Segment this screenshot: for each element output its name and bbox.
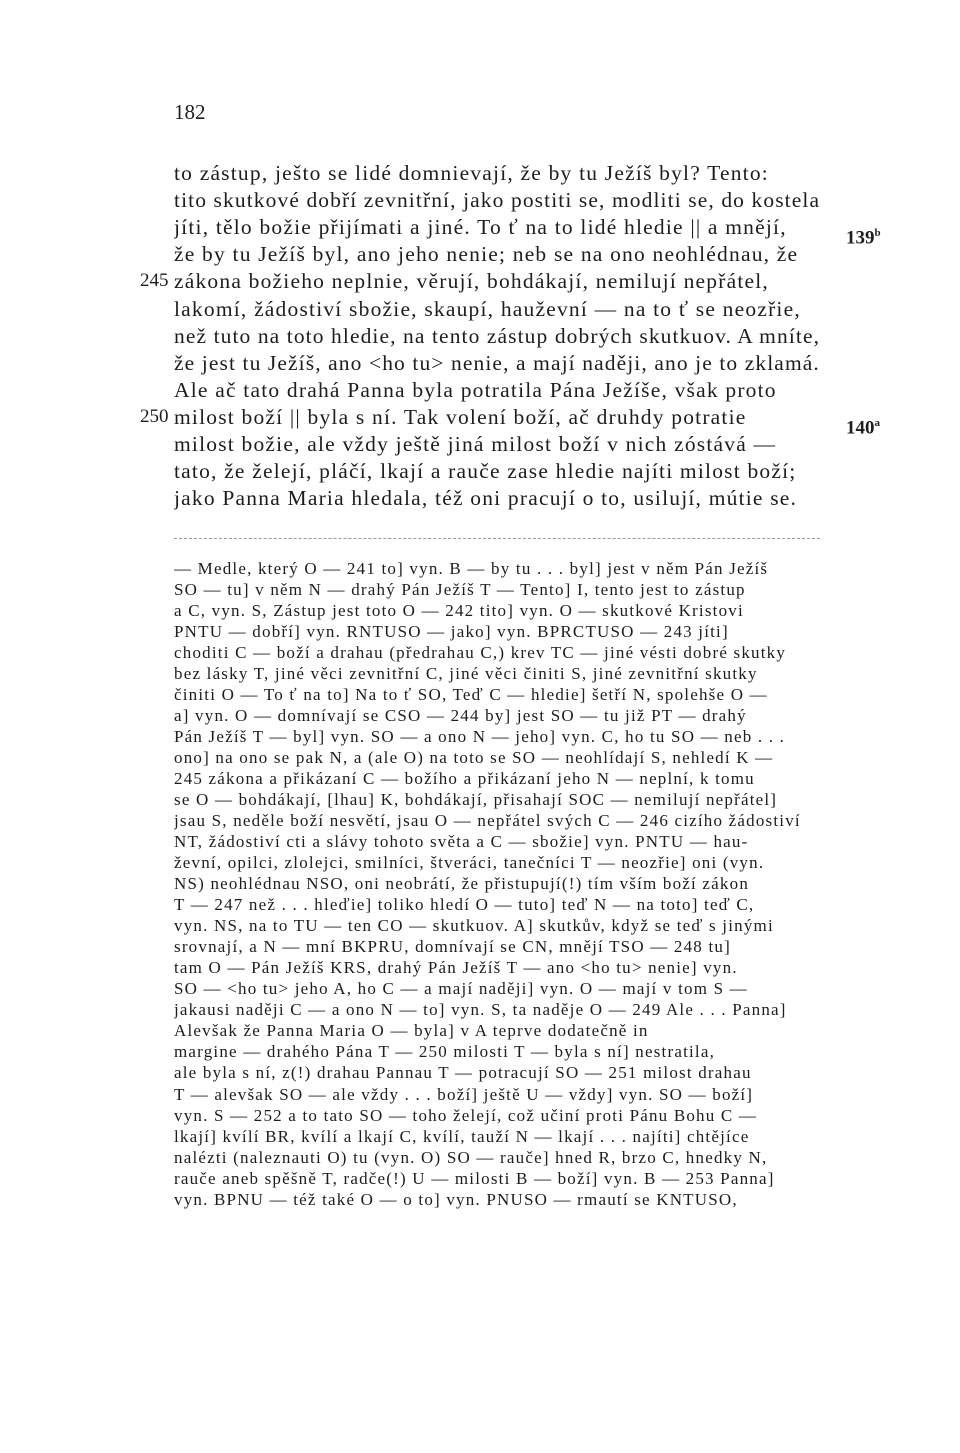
footnote-line: tam O — Pán Ježíš KRS, drahý Pán Ježíš T — ano <ho tu> nenie] vyn. [174,958,738,978]
footnote-line: jakausi naději C — a ono N — to] vyn. S, ta naděje O — 249 Ale . . . Panna] [174,1000,787,1020]
footnote-line: činiti O — To ť na to] Na to ť SO, Teď C — hledie] šetří N, spolehše O — [174,685,768,705]
footnote-line: vyn. NS, na to TU — ten CO — skutkuov. A] skutkův, když se teď s jinými [174,916,774,936]
footnote-line: NT, žádostiví cti a slávy tohoto světa a C — sbožie] vyn. PNTU — hau- [174,832,749,852]
footnote-line: PNTU — dobří] vyn. RNTUSO — jako] vyn. BPRCTUSO — 243 jíti] [174,622,729,642]
main-text-line: to zástup, ješto se lidé domnievají, že by tu Ježíš byl? Tento: [174,161,769,185]
folio-number: 140 [846,417,875,439]
footnote-line: srovnají, a N — mní BKPRU, domnívají se CN, mnějí TSO — 248 tu] [174,937,731,957]
main-text-line: zákona božieho neplnie, věrují, bohdákají, nemilují nepřátel, [174,269,769,294]
line-number: 245 [140,270,169,292]
main-text-line: že jest tu Ježíš, ano <ho tu> nenie, a mají naději, ano je to zklamá. [174,350,820,375]
main-text-line: jíti, tělo božie přijímati a jiné. To ť na to lidé hledie || a mnějí, [174,215,787,240]
footnote-line: jsau S, neděle boží nesvětí, jsau O — nepřátel svých C — 246 cizího žádostiví [174,811,801,831]
footnote-line: margine — drahého Pána T — 250 milosti T — byla s ní] nestratila, [174,1042,716,1062]
main-text-line: než tuto na toto hledie, na tento zástup dobrých skutkuov. A mníte, [174,323,820,348]
line-number: 250 [140,405,169,427]
footnote-line: — Medle, který O — 241 to] vyn. B — by tu . . . byl] jest v něm Pán Ježíš [174,559,769,578]
footnote-line: bez lásky T, jiné věci zevnitřní C, jiné věci činiti S, jiné zevnitřní skutky [174,664,758,684]
main-text-line: jako Panna Maria hledala, též oni pracují o to, usilují, mútie se. [174,486,798,511]
main-text-line: Ale ač tato drahá Panna byla potratila Pána Ježíše, však proto [174,377,777,402]
footnote-line: T — 247 než . . . hleďie] toliko hledí O — tuto] teď N — na toto] teď C, [174,895,755,915]
main-text-line: tato, že želejí, pláčí, lkají a rauče zase hledie najíti milost boží; [174,459,797,484]
footnote-line: vyn. S — 252 a to tato SO — toho želejí, což učiní proti Pánu Bohu C — [174,1105,758,1125]
main-text-line: tito skutkové dobří zevnitřní, jako postiti se, modliti se, do kostela [174,188,820,213]
footnote-line: ževní, opilci, zlolejci, smilníci, štveráci, tanečníci T — neozřie] oni (vyn. [174,853,765,873]
footnote-line: Alevšak že Panna Maria O — byla] v A teprve dodatečně in [174,1021,649,1041]
footnote-line: lkají] kvílí BR, kvílí a lkají C, kvílí, tauží N — lkají . . . najíti] chtějíce [174,1126,750,1146]
folio-number: 139 [846,227,875,249]
footnote-line: vyn. BPNU — též také O — o to] vyn. PNUSO — rmautí se KNTUSO, [174,1189,738,1209]
footnote-line: ale byla s ní, z(!) drahau Pannau T — potracují SO — 251 milost drahau [174,1063,752,1083]
footnote-line: 245 zákona a přikázaní C — božího a přikázaní jeho N — neplní, k tomu [174,769,755,789]
folio-marker [846,410,880,439]
footnote-line: T — alevšak SO — ale vždy . . . boží] ještě U — vždy] vyn. SO — boží] [174,1084,754,1104]
page-number: 182 [174,100,206,124]
footnote-line: choditi C — boží a drahau (předrahau C,) krev TC — jiné vésti dobré skutky [174,643,787,663]
footnote-line: se O — bohdákají, [lhau] K, bohdákají, přisahají SOC — nemilují nepřátel] [174,790,778,810]
footnote-separator [174,538,820,539]
footnote-line: SO — tu] v něm N — drahý Pán Ježíš T — Tento] I, tento jest to zástup [174,580,746,600]
main-text-line: milost boží || byla s ní. Tak volení boží, ač druhdy potratie [174,404,747,429]
folio-side: a [874,416,880,429]
footnote-line: ono] na ono se pak N, a (ale O) na toto se SO — neohlídají S, nehledí K — [174,748,774,768]
folio-marker [846,220,881,249]
footnote-line: SO — <ho tu> jeho A, ho C — a mají naději] vyn. O — mají v tom S — [174,979,748,999]
footnote-line: NS) neohlédnau NSO, oni neobrátí, že přistupují(!) tím vším boží zákon [174,874,750,894]
footnote-line: rauče aneb spěšně T, radče(!) U — milosti B — boží] vyn. B — 253 Panna] [174,1168,775,1188]
footnote-line: a C, vyn. S, Zástup jest toto O — 242 tito] vyn. O — skutkové Kristovi [174,601,744,621]
main-text-line: že by tu Ježíš byl, ano jeho nenie; neb se na ono neohlédnau, že [174,242,799,267]
folio-side: b [874,227,881,240]
footnote-line: a] vyn. O — domnívají se CSO — 244 by] jest SO — tu již PT — drahý [174,706,747,726]
footnote-line: nalézti (naleznauti O) tu (vyn. O) SO — rauče] hned R, brzo C, hnedky N, [174,1147,768,1167]
footnote-line: Pán Ježíš T — byl] vyn. SO — a ono N — jeho] vyn. C, ho tu SO — neb . . . [174,727,786,747]
main-text-line: lakomí, žádostiví sbožie, skaupí, hauževní — na to ť se neozřie, [174,296,801,321]
main-text-line: milost božie, ale vždy ještě jiná milost boží v nich zóstává — [174,432,777,456]
